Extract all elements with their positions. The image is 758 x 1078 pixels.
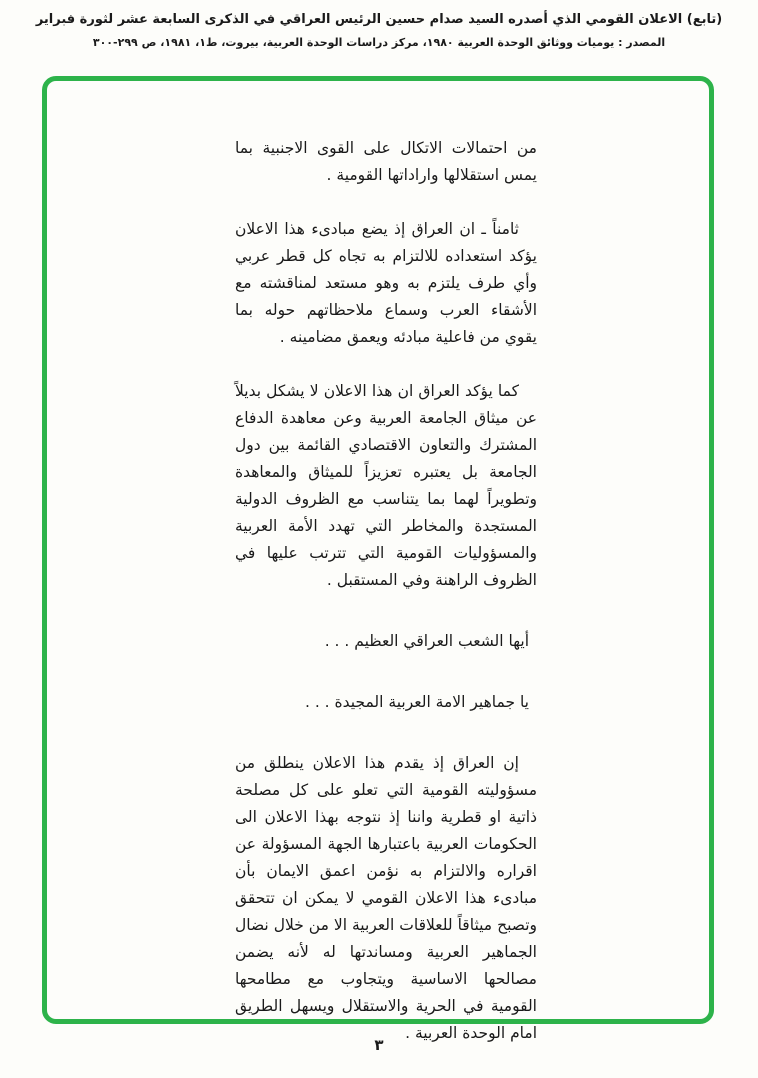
document-title: (تابع) الاعلان القومي الذي أصدره السيد صدام حسين الرئيس العراقي في الذكرى السابعة عشر لثورة فبراير	[35, 12, 723, 27]
paragraph-closing: إن العراق إذ يقدم هذا الاعلان ينطلق من مسؤوليته القومية التي تعلو على كل مصلحة ذاتية او قطرية واننا إذ نتوجه بهذا الاعلان الى الحكومات العربية باعتبارها الجهة المسؤولة عن اقراره والالتزام به نؤمن اعمق الايمان بأن مبادىء هذا الاعلان القومي لا يمكن ان تتحقق وتصبح ميثاقاً للعلاقات العربية الا من خلال نضال الجماهير العربية ومساندتها له لأنه يضمن مصالحها الاساسية ويتجاوب مع مطامحها القومية في الحرية والاستقلال ويسهل الطريق امام الوحدة العربية .	[235, 754, 537, 1042]
paragraph-continuation: من احتمالات الاتكال على القوى الاجنبية بما يمس استقلالها واراداتها القومية .	[235, 139, 537, 184]
paragraph-charter: كما يؤكد العراق ان هذا الاعلان لا يشكل بديلاً عن ميثاق الجامعة العربية وعن معاهدة الدفاع المشترك والتعاون الاقتصادي القائمة بين دول الجامعة بل يعتبره تعزيزاً للميثاق والمعاهدة وتطويراً لهما بما يتناسب مع الظروف الدولية المستجدة والمخاطر التي تهدد الأمة العربية والمسؤوليات القومية التي تترتب عليها في الظروف الراهنة وفي المستقبل .	[235, 382, 537, 589]
paragraph-eighth-clause: ثامناً ـ ان العراق إذ يضع مبادىء هذا الاعلان يؤكد استعداده للالتزام به تجاه كل قطر عربي وأي طرف يلتزم به وهو مستعد لمناقشته مع الأشقاء العرب وسماع ملاحظاتهم حوله بما يقوي من فاعلية مبادئه ويعمق مضامينه .	[235, 220, 537, 346]
paragraph-address-iraqi-people: أيها الشعب العراقي العظيم . . .	[324, 632, 529, 650]
page-header	[0, 10, 758, 52]
paragraph-address-arab-masses: يا جماهير الامة العربية المجيدة . . .	[304, 693, 529, 711]
green-border-frame	[42, 76, 714, 1042]
page-number: ٣	[374, 1036, 384, 1054]
document-body	[235, 135, 537, 1078]
document-source-line: المصدر : يوميات ووثائق الوحدة العربية ١٩٨٠، مركز دراسات الوحدة العربية، بيروت، ط١، ١٩٨١، ص ٢٩٩-٣٠٠	[92, 36, 666, 49]
